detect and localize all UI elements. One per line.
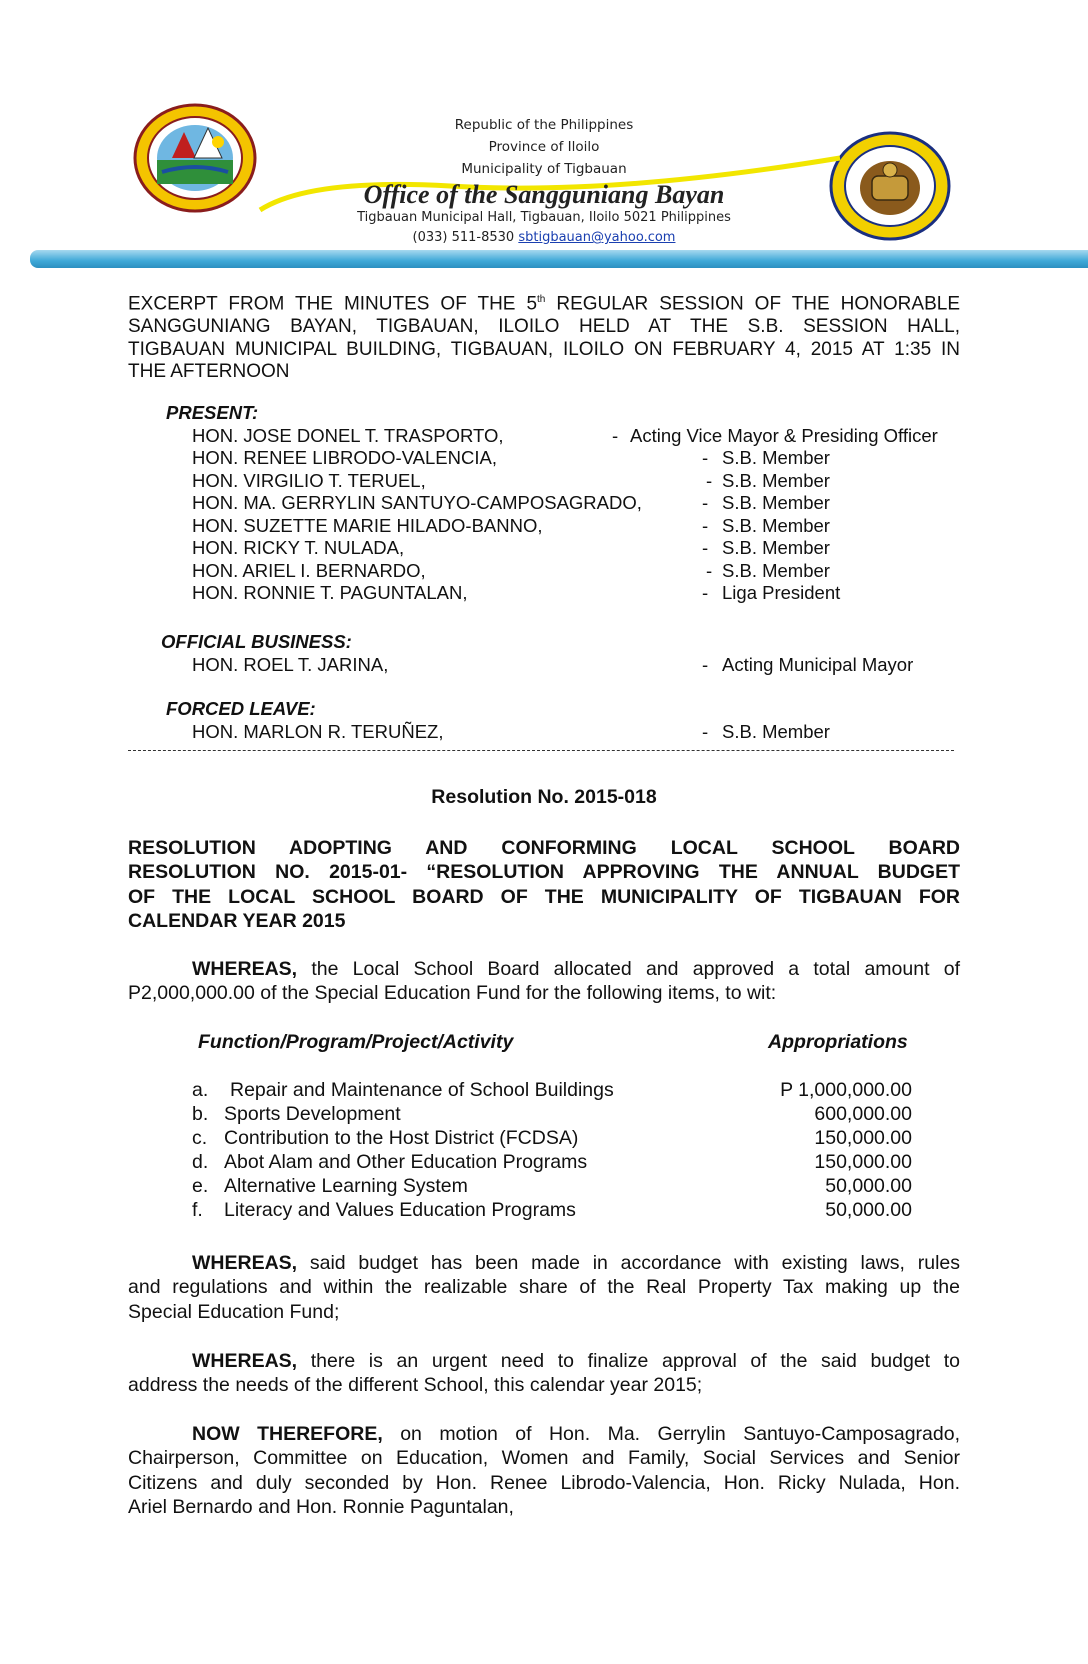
attendee-role: S.B. Member (722, 560, 830, 581)
official-business-role: Acting Municipal Mayor (722, 654, 914, 675)
attendee-name: HON. MA. GERRYLIN SANTUYO-CAMPOSAGRADO, (192, 492, 642, 513)
whereas-paragraph-1: WHEREAS, the Local School Board allocated and approved a total amount of P2,000,000.00 of the Special Education Fund for the following items, to wit: (128, 958, 960, 1005)
dash-separator: - (702, 537, 709, 558)
letterhead-province: Province of Iloilo (488, 139, 600, 155)
whereas-paragraph-2: WHEREAS, said budget has been made in accordance with existing laws, rules and regulations and within the realizable share of the Real Property Tax making up the Special Education Fund; (128, 1252, 960, 1323)
table-header-appropriations: Appropriations (768, 1031, 908, 1053)
office-title: Office of the Sangguniang Bayan (363, 180, 725, 209)
now-therefore-paragraph: NOW THEREFORE, on motion of Hon. Ma. Gerrylin Santuyo-Camposagrado, Chairperson, Committee on Education, Women and Family, Social Services and Senior Citizens and duly seconded by Hon. Renee Librodo-Valencia, Hon. Ricky Nulada, Hon. Ariel Bernardo and Hon. Ronnie Paguntalan, (128, 1423, 961, 1519)
item-letter: c. (192, 1127, 208, 1149)
item-letter: f. (192, 1199, 203, 1221)
forced-leave-role: S.B. Member (722, 721, 830, 742)
email-link[interactable]: sbtigbauan@yahoo.com (518, 230, 676, 245)
dash-separator: - (706, 470, 713, 491)
dash-separator: - (702, 492, 709, 513)
item-amount: 150,000.00 (814, 1151, 912, 1173)
item-description: Abot Alam and Other Education Programs (224, 1151, 588, 1173)
item-amount: 50,000.00 (825, 1175, 912, 1197)
resolution-title-line: OF THE LOCAL SCHOOL BOARD OF THE MUNICIPALITY OF TIGBAUAN FOR (128, 885, 960, 908)
attendee-role: S.B. Member (722, 492, 830, 513)
item-letter: e. (192, 1175, 209, 1197)
attendee-name: HON. JOSE DONEL T. TRASPORTO, (192, 425, 504, 446)
item-letter: b. (192, 1103, 209, 1125)
item-amount: 600,000.00 (814, 1103, 912, 1125)
forced-leave-name: HON. MARLON R. TERUÑEZ, (192, 721, 444, 742)
phone-number: (033) 511-8530 (412, 230, 515, 245)
item-description: Contribution to the Host District (FCDSA) (224, 1127, 579, 1149)
item-letter: a. (192, 1079, 209, 1101)
attendee-role: S.B. Member (722, 537, 830, 558)
excerpt-line-1: EXCERPT FROM THE MINUTES OF THE 5th REGULAR SESSION OF THE HONORABLE (128, 293, 960, 315)
attendee-name: HON. RENEE LIBRODO-VALENCIA, (192, 447, 497, 468)
forced-leave-label: FORCED LEAVE: (166, 698, 316, 719)
left-seal (132, 102, 258, 214)
present-label: PRESENT: (166, 402, 259, 423)
letterhead-municipality: Municipality of Tigbauan (461, 161, 627, 177)
item-description: Literacy and Values Education Programs (224, 1199, 576, 1221)
dash-separator: - (706, 560, 713, 581)
item-amount: P 1,000,000.00 (780, 1079, 912, 1101)
attendee-role: S.B. Member (722, 470, 830, 491)
attendee-role: Acting Vice Mayor & Presiding Officer (630, 425, 938, 446)
letterhead-address: Tigbauan Municipal Hall, Tigbauan, Iloilo 5021 Philippines (357, 210, 731, 225)
excerpt-line-4: THE AFTERNOON (128, 361, 290, 383)
dash-separator: - (702, 515, 709, 536)
resolution-title-line: CALENDAR YEAR 2015 (128, 910, 346, 933)
header-band (30, 250, 1088, 268)
dash-separator: - (612, 425, 619, 446)
attendee-name: HON. ARIEL I. BERNARDO, (192, 560, 426, 581)
attendee-name: HON. RONNIE T. PAGUNTALAN, (192, 582, 468, 603)
dash-separator: - (702, 582, 709, 603)
attendee-role: S.B. Member (722, 447, 830, 468)
item-amount: 50,000.00 (825, 1199, 912, 1221)
dash-separator: - (702, 654, 709, 675)
excerpt-line-2: SANGGUNIANG BAYAN, TIGBAUAN, ILOILO HELD AT THE S.B. SESSION HALL, (128, 315, 960, 337)
attendee-name: HON. RICKY T. NULADA, (192, 537, 405, 558)
excerpt-block (128, 289, 960, 384)
letterhead-country: Republic of the Philippines (454, 117, 634, 133)
excerpt-line-3: TIGBAUAN MUNICIPAL BUILDING, TIGBAUAN, ILOILO ON FEBRUARY 4, 2015 AT 1:35 IN (128, 338, 960, 360)
attendee-role: Liga President (722, 582, 841, 603)
resolution-title-line: RESOLUTION NO. 2015-01- “RESOLUTION APPROVING THE ANNUAL BUDGET (128, 861, 960, 884)
table-header-function: Function/Program/Project/Activity (198, 1031, 514, 1053)
dash-separator: - (702, 447, 709, 468)
item-amount: 150,000.00 (814, 1127, 912, 1149)
item-description: Sports Development (224, 1103, 401, 1125)
official-business-label: OFFICIAL BUSINESS: (161, 631, 352, 652)
official-business-name: HON. ROEL T. JARINA, (192, 654, 389, 675)
item-letter: d. (192, 1151, 209, 1173)
attendee-name: HON. VIRGILIO T. TERUEL, (192, 470, 426, 491)
attendee-role: S.B. Member (722, 515, 830, 536)
resolution-number: Resolution No. 2015-018 (431, 786, 657, 808)
dashed-divider (128, 750, 954, 751)
item-description: Repair and Maintenance of School Buildings (230, 1079, 614, 1101)
whereas-paragraph-3: WHEREAS, there is an urgent need to finalize approval of the said budget to address the needs of the different School, this calendar year 2015; (128, 1350, 960, 1397)
item-description: Alternative Learning System (224, 1175, 468, 1197)
resolution-title-line: RESOLUTION ADOPTING AND CONFORMING LOCAL SCHOOL BOARD (128, 837, 960, 859)
resolution-title (128, 836, 960, 934)
letterhead-contact (300, 230, 788, 245)
attendee-name: HON. SUZETTE MARIE HILADO-BANNO, (192, 515, 543, 536)
dash-separator: - (702, 721, 709, 742)
